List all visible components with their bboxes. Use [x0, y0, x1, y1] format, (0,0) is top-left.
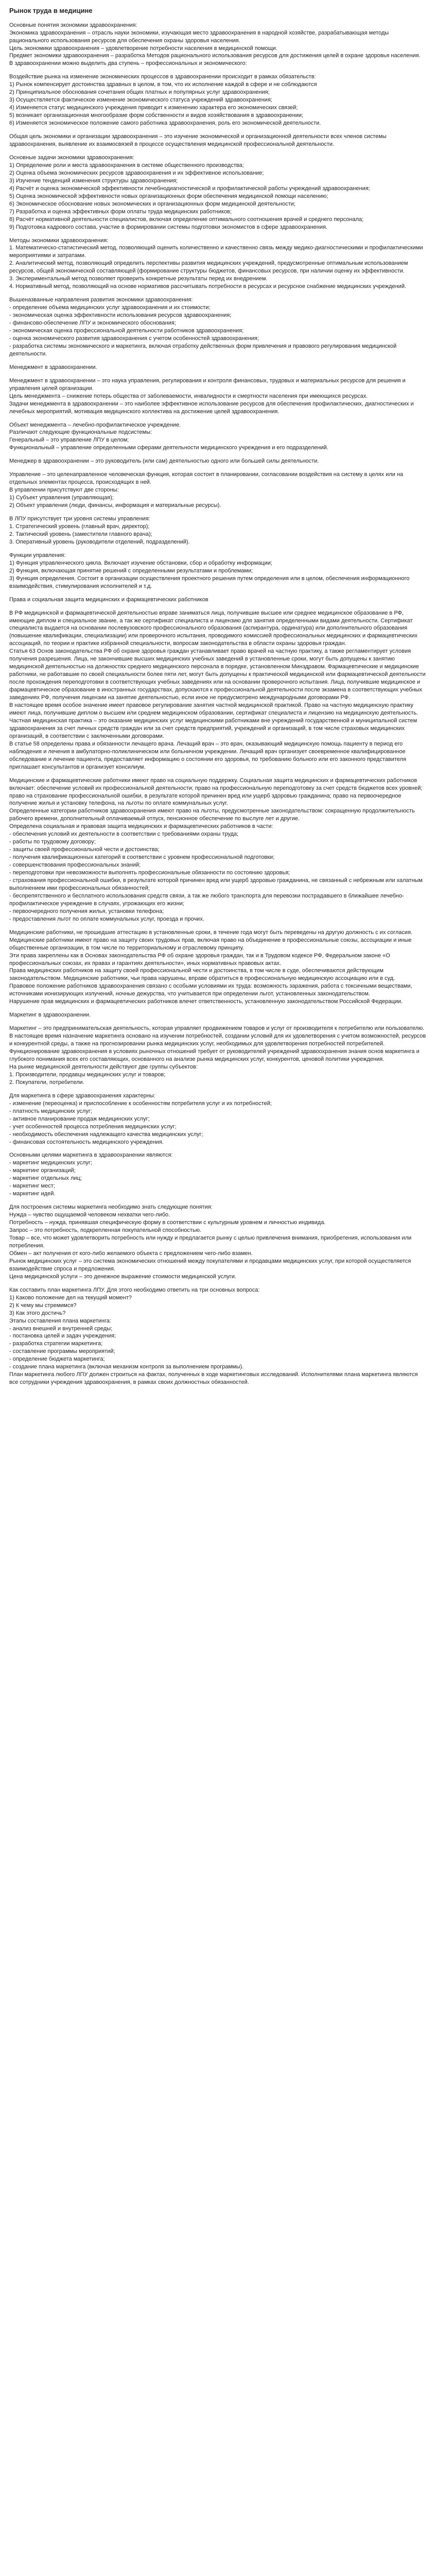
paragraph: Методы экономики здравоохранения: 1. Математическо-статистический метод, позволяющий оценить количественно и качественно связь между медико-диагностическими и профилактическими мероприятиями и затратами. 2. Аналитический метод, позволяющий определить перспективы развития медицинских учреждений, предусмотренные оптимальным использованием ресурсов, общей экономической составляющей (формирование структуры бюджетов, финансовых ресурсов, при наличии оценку их эффективности. 3. Экспериментальный метод позволяет проверить конкретные результаты перед их внедрением. 4. Нормативный метод, позволяющий на основе нормативов рассчитывать потребности в ресурсах и ресурсное снабжение медицинских учреждений. [9, 237, 423, 290]
paragraph: Для маркетинга в сфере здравоохранения характерны: - изменение (переоценка) и приспособление к особенностям потребителя услуг и их потребностей; - платность медицинских услуг; - активное планирование продаж медицинских услуг; - учет особенностей процесса потребления медицинских услуг; - необходимость обеспечения надлежащего качества медицинских услуг; - финансовая состоятельность медицинского учреждения. [9, 1092, 272, 1145]
paragraph: В ЛПУ присутствует три уровня системы управления: 1. Стратегический уровень (главный врач, директор); 2. Тактический уровень (заместители главного врача); 3. Оперативный уровень (руководители отделений, подразделений). [9, 516, 190, 545]
paragraph: Управление – это целенаправленное человеческая функция, которая состоит в планировании, согласовании воздействия на систему в целях или на отдельных элементах процесса, происходящих в ней. В управлении присутствуют две стороны: 1) Субъект управления (управляющая); 2) Объект управления (люди, финансы, информация и материальные ресурсы). [9, 471, 404, 509]
document-title: Рынок труда в медицине [9, 7, 93, 14]
paragraph: Воздействие рынка на изменение экономических процессов в здравоохранении происходит в рамках обязательств: 1) Рынок компенсирует достоинства здравных в целом, в том, что их исполнение каждой в сфере и не соблюдаются 2) Принципиальное обоснования сочетания общих платных и популярных услуг здравоохранения; 3) Осуществляется фактическое изменение экономического статуса учреждений здравоохранения; 4) Изменяется статус медицинского учреждения приводит к изменению характера его экономических связей; 5) возникает организационная многообразие форм собственности и видов хозяйствования в здравоохранении; 6) Изменяется экономическое положение самого работника здравоохранения, роль его экономической деятельности. [9, 74, 321, 127]
paragraph: Общая цель экономики и организации здравоохранения – это изучение экономической и организационной деятельности всех членов системы здравоохранения, выявление их взаимосвязей в процессе осуществления медицинской профессиональной деятельности. [9, 133, 387, 148]
paragraph: Основные задачи экономики здравоохранения: 1) Определение роли и места здравоохранения в системе общественного производства; 2) Оценка объема экономических ресурсов здравоохранения и их эффективное использование; 3) Изучение тенденций изменения структуры здравоохранения; 4) Расчёт и оценка экономической эффективности лечебнодиагностической и профилактической работы учреждений здравоохранения; 5) Оценка экономической эффективности новых организационных форм обеспечения медицинской помощи населению; 6) Экономическое обоснование новых экономических и организационных форм медицинской деятельности; 7) Разработка и оценка эффективных форм оплаты труда медицинских работников; 8) Расчёт нормативной деятельности специалистов, включая определение оптимального соотношения врачей и среднего персонала; 9) Подготовка кадрового состава, участие в формировании системы подготовки экономистов в сфере здравоохранения. [9, 154, 370, 230]
paragraph: Менеджмент в здравоохранении – это наука управления, регулирования и контроля финансовых, трудовых и материальных ресурсов для решения и управления целей организации. Цель менеджмента – снижение потерь общества от заболеваемости, инвалидности и смертности населения при имеющихся ресурсах. Задачи менеджмента в здравоохранении – это наиболее эффективное использование ресурсов для обеспечения профилактических, диагностических и лечебных мероприятий, мотивация медицинского коллектива на достижение целей здравоохранения. [9, 377, 414, 415]
paragraph: Функции управления: 1) Функция управленческого цикла. Включает изучение обстановки, сбор и обработку информации; 2) Функция, включающая принятие решений с определенными результатами и проблемами; 3) Функция определения. Состоит в организации осуществления проектного решения путем определения или в целом, обеспечения информационного взаимодействия, стимулирования исполнителей и т.д. [9, 552, 410, 589]
paragraph: В РФ медицинской и фармацевтической деятельностью вправе заниматься лица, получившие высшее или среднее медицинское образование в РФ, имеющие диплом и специальное звание, а так же сертификат специалиста и лицензию для занятия определенными видами деятельности. Сертификат специалиста выдается на основании послевузовского профессионального образования (аспирантура, ординатура) или дополнительного образования (повышение квалификации, специализации) или проверочного испытания, проводимого комиссией профессиональных медицинских и фармацевтических ассоциаций, по теории и практике избранной специальности, вопросам законодательства в области охраны здоровья граждан. Статья 63 Основ законодательства РФ об охране здоровья граждан устанавливает право врачей на частную практику, а также регламентирует условия получения разрешения. Лица, не закончившие высших медицинских учебных заведений в установленные сроки, могут быть допущены к занятию медицинской деятельностью на должностях среднего медицинского персонала в порядке, установленном Минздравом. Фармацевтические и медицинские работники, не работавшие по своей специальности более пяти лет, могут быть допущены к практической медицинской или фармацевтической деятельности после прохождения переподготовки в соответствующих учебных заведениях или на основании проверочного испытания. Лица, получившие медицинское и фармацевтическое образование в иностранных государствах, допускаются к профессиональной деятельности после экзамена в соответствующих учебных заведениях РФ, получения лицензии на занятие деятельностью, если иное не предусмотрено международными договорами РФ. В настоящее время особое значение имеет правовое регулирование занятия частной медицинской практикой. Право на частную медицинскую практику имеют лица, получившие диплом о высшем или среднем медицинском образовании, сертификат специалиста и лицензию на медицинскую деятельность. Частная медицинская практика – это оказание медицинских услуг медицинскими работниками вне учреждений государственной и муниципальной систем здравоохранения за счет личных средств граждан или за счет средств предприятий, учреждений и организаций, в том числе страховых медицинских организаций, в соответствии с заключенными договорами. В статье 58 определены права и обязанности лечащего врача. Лечащий врач – это врач, оказывающий медицинскую помощь пациенту в период его наблюдения и лечения в амбулаторно-поликлиническом или больничном учреждении. Лечащий врач организует своевременное квалифицированное обследование и лечение пациента, предоставляет информацию о состоянии его здоровья, по требованию больного или его законного представителя приглашает консультантов и организует консилиум. [9, 609, 426, 770]
paragraph: Объект менеджмента – лечебно-профилактическое учреждение. Различают следующие функциональные подсистемы: Генеральный – это управление ЛПУ в целом; Функциональный – управление определенными сферами деятельности медицинского учреждения и его подразделений. [9, 421, 328, 451]
paragraph: Менеджер в здравоохранении – это руководитель (или сам) деятельностью одного или большей силы деятельности. [9, 458, 319, 465]
paragraph: Основными целями маркетинга в здравоохранении являются: - маркетинг медицинских услуг; - маркетинг организаций; - маркетинг отдельных лиц; - маркетинг мест; - маркетинг идей. [9, 1152, 173, 1197]
paragraph: Для построения системы маркетинга необходимо знать следующие понятия: Нужда – чувство ощущаемой человеком нехватки чего-либо. Потребность – нужда, принявшая специфическую форму в соответствии с культурным уровнем и личностью индивида. Запрос – это потребность, подкрепленная покупательной способностью. Товар – все, что может удовлетворить потребность или нужду и предлагается рынку с целью привлечения внимания, приобретения, использования или потребления. Обмен – акт получения от кого-либо желаемого объекта с предложением чего-либо взамен. Рынок медицинских услуг – это система экономических отношений между покупателями и продавцами медицинских услуг, при которой осуществляется взаимодействие спроса и предложения. Цена медицинской услуги – это денежное выражение стоимости медицинской услуги. [9, 1204, 412, 1280]
paragraph: Менеджмент в здравоохранении. [9, 364, 97, 370]
paragraph: Основные понятия экономики здравоохранения: Экономика здравоохранения – отрасль науки экономики, изучающая место здравоохранения в народной хозяйстве, разрабатывающая методы рационального использования ресурсов для обеспечения охраны здоровья населения. Цель экономики здравоохранения – удовлетворение потребности населения в медицинской помощи. Предмет экономики здравоохранения – разработка Методов рационального использования ресурсов для достижения целей в охране здоровья населения. В здравоохранении можно выделить два ступень – профессиональных и экономического: [9, 22, 421, 67]
paragraph: Вышеназванные направления развития экономики здравоохранения: - определение объема медицинских услуг здравоохранения и их стоимости; - экономическая оценка эффективности использования ресурсов здравоохранения; - финансово-обеспечение ЛПУ и экономического обоснования; - экономическая оценка профессиональной деятельности работников здравоохранения; - оценка экономического развития здравоохранения с учетом особенностей здравоохранения; - разработка системы экономического и маркетинга, включая отработку действенных форм привлечения и правового регулирования медицинской деятельности. [9, 297, 397, 357]
paragraph: Медицинские работники, не прошедшие аттестацию в установленные сроки, в течение года могут быть переведены на другую должность с их согласия. Медицинские работники имеют право на защиту своих трудовых прав, включая право на объединение в профессиональные союзы, ассоциации и иные общественные организации, в том числе по территориальному и отраслевому принципу. Эти права закреплены как в Основах законодательства РФ об охране здоровья граждан, так и в Трудовом кодексе РФ, Федеральном законе «О профессиональных союзах, их правах и гарантиях деятельности», иных нормативных правовых актах. Права медицинских работников на защиту своей профессиональной чести и достоинства, в том числе в суде, обеспечиваются действующим законодательством. Медицинские работники, чьи права нарушены, вправе обратиться в профессиональную медицинскую ассоциацию или в суд. Правовое положение работников здравоохранения связано с особыми условиями их труда: возможность заражения, работа с токсичными веществами, источниками ионизирующих излучений, ночные дежурства, что учитывается при определении льгот, установленных законодательством. Нарушение прав медицинских и фармацевтических работников влечет ответственность, установленную законодательством Российской Федерации. [9, 929, 413, 1005]
document-body [9, 22, 427, 1386]
paragraph: Медицинские и фармацевтические работники имеют право на социальную поддержку. Социальная защита медицинских и фармацевтических работников включает: обеспечение условий их профессиональной деятельности; право на профессиональную переподготовку за счет средств бюджетов всех уровней; право на страхование профессиональной ошибки, в результате которой причинен вред или ущерб здоровью гражданина; право на первоочередное получение жилья и установку телефона, на льготы по оплате коммунальных услуг. Определенные категории работников здравоохранения имеют право на льготы, предусмотренные законодательством: сокращенную продолжительность рабочего времени, дополнительный оплачиваемый отпуск, пенсионное обеспечение по выслуге лет и другие. Определена социальная и правовая защита медицинских и фармацевтических работников в части: - обеспечения условий их деятельности в соответствии с требованиями охраны труда; - работы по трудовому договору; - защиты своей профессиональной чести и достоинства; - получения квалификационных категорий в соответствии с уровнем профессиональной подготовки; - совершенствования профессиональных знаний; - переподготовки при невозможности выполнять профессиональные обязанности по состоянию здоровья; - страхования профессиональной ошибки, в результате которой причинен вред или ущерб здоровью гражданина, не связанный с небрежным или халатным выполнением ими профессиональных обязанностей; - беспрепятственного и бесплатного использования средств связи, а так же любого транспорта для перевозки пострадавшего в ближайшее лечебно-профилактическое учреждение в случаях, угрожающих его жизни; - первоочередного получения жилья, установки телефона; - предоставления льгот по оплате коммунальных услуг, проезда и прочих. [9, 777, 423, 922]
paragraph: Как составить план маркетинга ЛПУ. Для этого необходимо ответить на три основных вопроса: 1) Каково положение дел на текущий момент? 2) К чему мы стремимся? 3) Как этого достичь? Этапы составления плана маркетинга: - анализ внешней и внутренней среды; - постановка целей и задач учреждения; - разработка стратегии маркетинга; - составление программы мероприятий; - определение бюджета маркетинга; - создание плана маркетинга (включая механизм контроля за выполнением программы). План маркетинга любого ЛПУ должен строиться на фактах, полученных в ходе маркетинговых исследований. Исполнителями плана маркетинга являются все сотрудники учреждения здравоохранения, в рамках своих должностных обязанностей. [9, 1286, 418, 1386]
paragraph: Маркетинг в здравоохранении. [9, 1012, 91, 1019]
paragraph: Маркетинг – это предпринимательская деятельность, которая управляет продвижением товаров и услуг от производителя к потребителю или пользователю. В настоящее время назначение маркетинга основано на изучении потребностей, создании условий для их удовлетворения с учетом возможностей, ресурсов и конкурентной среды, а также на прогнозировании рынка медицинских услуг, необходимых для удовлетворения потребностей потребителей. Функционирование здравоохранения в условиях рыночных отношений требует от руководителей учреждений здравоохранения знания основ маркетинга и глубокого понимания всех его составляющих, основанного на анализе рынка медицинских услуг, конкурентов, ценовой политики учреждения. На рынке медицинской деятельности действуют две группы субъектов: 1. Производители, продавцы медицинских услуг и товаров; 2. Покупатели, потребители. [9, 1025, 426, 1086]
paragraph: Права и социальная защита медицинских и фармацевтических работников [9, 596, 208, 603]
